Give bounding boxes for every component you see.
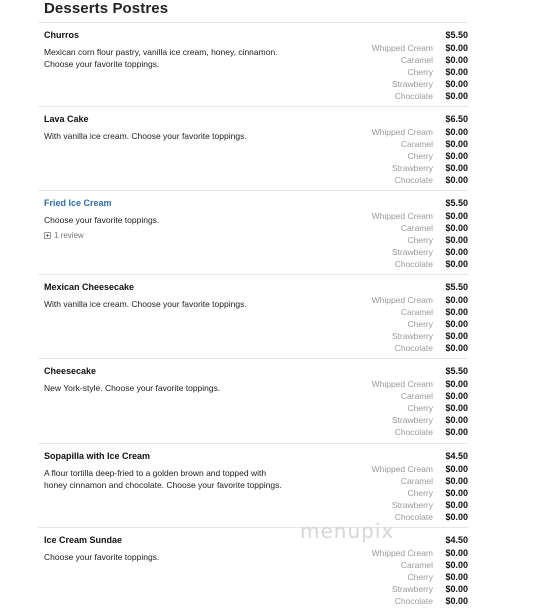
option-row xyxy=(318,222,468,234)
option-price: $0.00 xyxy=(445,391,468,401)
topping-options xyxy=(318,547,468,607)
option-price: $0.00 xyxy=(445,55,468,65)
item-name: Mexican Cheesecake xyxy=(44,282,135,292)
topping-options xyxy=(318,210,468,270)
option-name: Whipped Cream xyxy=(371,295,433,305)
option-name: Strawberry xyxy=(391,79,433,89)
option-name: Cherry xyxy=(407,319,433,329)
item-description: Choose your favorite toppings. xyxy=(44,552,160,562)
option-price: $0.00 xyxy=(445,295,468,305)
option-price: $0.00 xyxy=(445,560,468,570)
option-name: Chocolate xyxy=(394,175,433,185)
option-name: Whipped Cream xyxy=(371,379,433,389)
option-price: $0.00 xyxy=(445,163,468,173)
option-name: Cherry xyxy=(407,235,433,245)
option-price: $0.00 xyxy=(445,67,468,77)
option-price: $0.00 xyxy=(445,235,468,245)
section-title: Desserts Postres xyxy=(44,0,169,17)
item-description: Choose your favorite toppings. xyxy=(44,215,160,225)
item-description: Mexican corn flour pastry, vanilla ice cream, honey, cinnamon. Choose your favorite toppings. xyxy=(44,47,278,69)
option-name: Caramel xyxy=(400,560,433,570)
item-name-link[interactable]: Fried Ice Cream xyxy=(44,198,112,208)
option-name: Cherry xyxy=(407,151,433,161)
option-name: Whipped Cream xyxy=(371,43,433,53)
option-row xyxy=(318,595,468,607)
option-price: $0.00 xyxy=(445,476,468,486)
option-price: $0.00 xyxy=(445,331,468,341)
option-price: $0.00 xyxy=(445,488,468,498)
topping-options xyxy=(318,378,468,438)
item-price: $5.50 xyxy=(445,30,468,40)
option-row xyxy=(318,90,468,102)
option-name: Caramel xyxy=(400,476,433,486)
option-price: $0.00 xyxy=(445,403,468,413)
option-row xyxy=(318,499,468,511)
option-name: Chocolate xyxy=(394,512,433,522)
option-price: $0.00 xyxy=(445,127,468,137)
review-link[interactable] xyxy=(44,231,84,240)
item-price: $5.50 xyxy=(445,366,468,376)
option-price: $0.00 xyxy=(445,211,468,221)
item-name: Churros xyxy=(44,30,80,40)
option-row xyxy=(318,66,468,78)
option-name: Whipped Cream xyxy=(371,548,433,558)
option-row xyxy=(318,390,468,402)
option-name: Cherry xyxy=(407,488,433,498)
option-row xyxy=(318,414,468,426)
option-row xyxy=(318,174,468,186)
option-name: Chocolate xyxy=(394,343,433,353)
option-name: Caramel xyxy=(400,55,433,65)
option-row xyxy=(318,402,468,414)
option-price: $0.00 xyxy=(445,343,468,353)
option-name: Strawberry xyxy=(391,247,433,257)
option-price: $0.00 xyxy=(445,379,468,389)
option-name: Cherry xyxy=(407,403,433,413)
option-name: Whipped Cream xyxy=(371,127,433,137)
menu-item-churros xyxy=(38,22,468,107)
option-price: $0.00 xyxy=(445,79,468,89)
option-name: Chocolate xyxy=(394,259,433,269)
option-name: Caramel xyxy=(400,307,433,317)
option-name: Whipped Cream xyxy=(371,211,433,221)
option-name: Strawberry xyxy=(391,500,433,510)
option-row xyxy=(318,138,468,150)
option-name: Chocolate xyxy=(394,596,433,606)
option-name: Whipped Cream xyxy=(371,464,433,474)
option-price: $0.00 xyxy=(445,500,468,510)
option-row xyxy=(318,42,468,54)
option-row xyxy=(318,294,468,306)
item-description: New York-style. Choose your favorite toppings. xyxy=(44,383,221,393)
option-row xyxy=(318,342,468,354)
menu-item-ice-cream-sundae xyxy=(38,527,468,612)
option-price: $0.00 xyxy=(445,247,468,257)
option-row xyxy=(318,378,468,390)
option-price: $0.00 xyxy=(445,319,468,329)
option-name: Chocolate xyxy=(394,91,433,101)
topping-options xyxy=(318,42,468,102)
option-row xyxy=(318,258,468,270)
option-row xyxy=(318,571,468,583)
option-price: $0.00 xyxy=(445,427,468,437)
option-price: $0.00 xyxy=(445,548,468,558)
option-price: $0.00 xyxy=(445,512,468,522)
item-name: Ice Cream Sundae xyxy=(44,535,123,545)
menu-item-cheesecake xyxy=(38,358,468,443)
option-row xyxy=(318,150,468,162)
option-name: Strawberry xyxy=(391,331,433,341)
option-name: Caramel xyxy=(400,391,433,401)
review-count: 1 review xyxy=(54,231,84,240)
option-row xyxy=(318,246,468,258)
option-row xyxy=(318,234,468,246)
option-price: $0.00 xyxy=(445,596,468,606)
item-name: Sopapilla with Ice Cream xyxy=(44,451,151,461)
item-description: With vanilla ice cream. Choose your favorite toppings. xyxy=(44,131,247,141)
option-price: $0.00 xyxy=(445,223,468,233)
topping-options xyxy=(318,294,468,354)
option-row xyxy=(318,559,468,571)
option-name: Strawberry xyxy=(391,584,433,594)
option-price: $0.00 xyxy=(445,259,468,269)
menu-item-mexican-cheesecake xyxy=(38,274,468,359)
option-row xyxy=(318,463,468,475)
option-row xyxy=(318,547,468,559)
option-row xyxy=(318,330,468,342)
option-row xyxy=(318,487,468,499)
option-row xyxy=(318,583,468,595)
option-row xyxy=(318,54,468,66)
option-name: Cherry xyxy=(407,67,433,77)
menu-item-fried-ice-cream xyxy=(38,190,468,275)
option-name: Strawberry xyxy=(391,415,433,425)
option-name: Caramel xyxy=(400,223,433,233)
option-price: $0.00 xyxy=(445,43,468,53)
item-price: $4.50 xyxy=(445,451,468,461)
option-row xyxy=(318,475,468,487)
item-description: A flour tortilla deep-fried to a golden brown and topped with honey cinnamon and chocolate. Choose your favorite toppings. xyxy=(44,468,282,490)
option-row xyxy=(318,162,468,174)
option-name: Strawberry xyxy=(391,163,433,173)
option-row xyxy=(318,126,468,138)
option-row xyxy=(318,306,468,318)
option-name: Cherry xyxy=(407,572,433,582)
option-price: $0.00 xyxy=(445,572,468,582)
item-price: $5.50 xyxy=(445,282,468,292)
menu-item-lava-cake xyxy=(38,106,468,191)
item-name: Cheesecake xyxy=(44,366,97,376)
option-price: $0.00 xyxy=(445,175,468,185)
option-price: $0.00 xyxy=(445,307,468,317)
topping-options xyxy=(318,463,468,523)
item-price: $4.50 xyxy=(445,535,468,545)
option-row xyxy=(318,210,468,222)
option-row xyxy=(318,426,468,438)
option-name: Chocolate xyxy=(394,427,433,437)
option-price: $0.00 xyxy=(445,139,468,149)
option-row xyxy=(318,78,468,90)
item-price: $5.50 xyxy=(445,198,468,208)
option-row xyxy=(318,318,468,330)
item-name: Lava Cake xyxy=(44,114,89,124)
item-description: With vanilla ice cream. Choose your favorite toppings. xyxy=(44,299,247,309)
option-price: $0.00 xyxy=(445,464,468,474)
menu-item-sopapilla xyxy=(38,443,468,528)
option-price: $0.00 xyxy=(445,91,468,101)
item-price: $6.50 xyxy=(445,114,468,124)
option-price: $0.00 xyxy=(445,151,468,161)
option-price: $0.00 xyxy=(445,584,468,594)
watermark: menupix xyxy=(300,519,395,543)
option-price: $0.00 xyxy=(445,415,468,425)
plus-icon xyxy=(44,232,51,239)
topping-options xyxy=(318,126,468,186)
option-name: Caramel xyxy=(400,139,433,149)
